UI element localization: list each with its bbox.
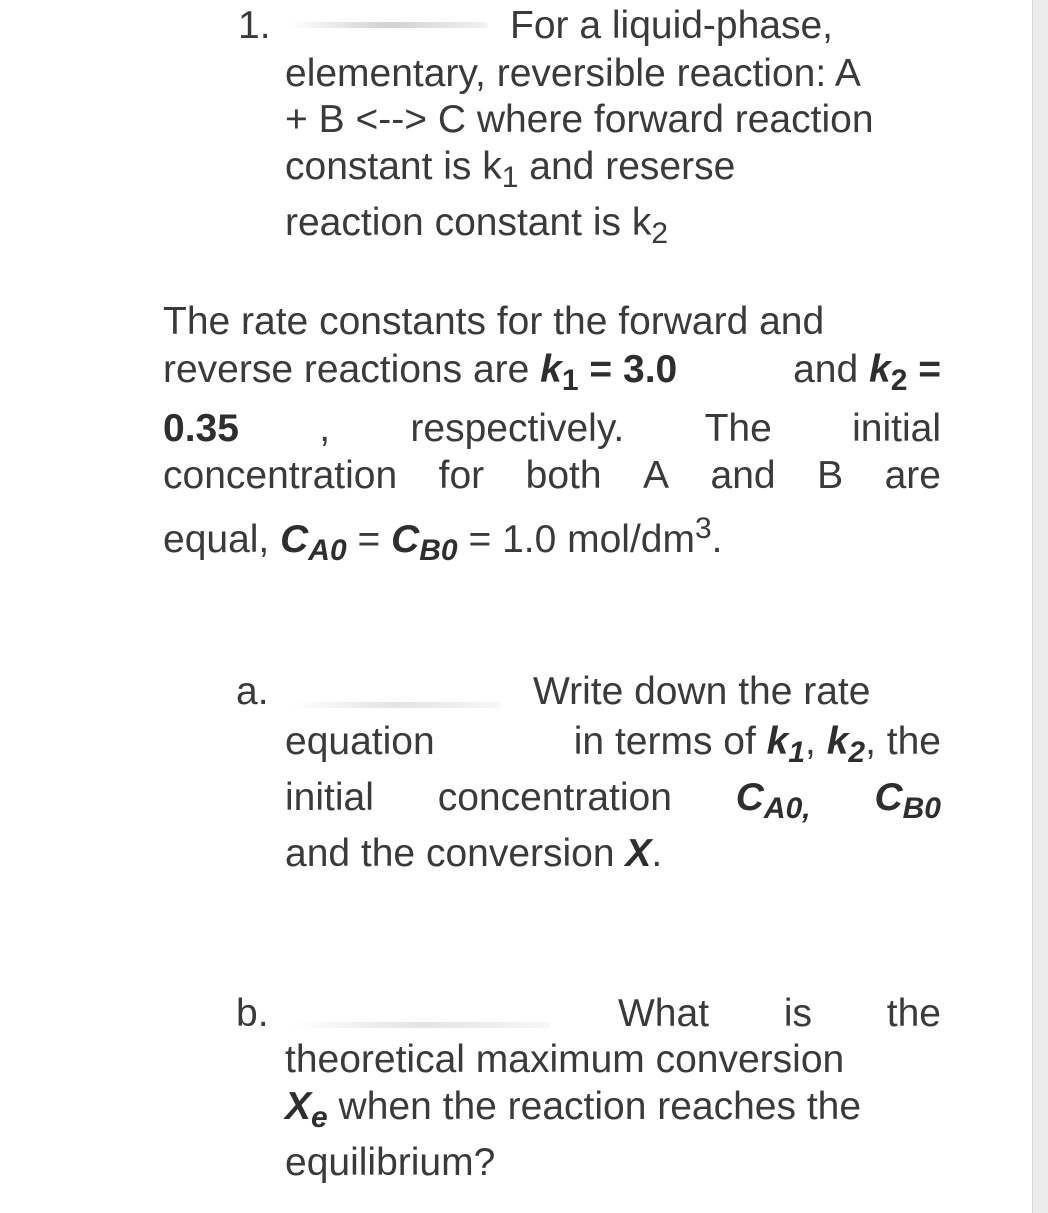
para-line-3 (163, 405, 941, 453)
subscript: e (311, 1101, 328, 1134)
q1-line-1 (510, 2, 833, 50)
part-a-text: and the conversion (285, 832, 626, 875)
ca0-symbol: C (280, 518, 309, 561)
part-a-segment (574, 718, 941, 769)
part-a-text: Write down the rate (533, 670, 871, 713)
part-b-line-1 (618, 990, 941, 1038)
part-a-label-text: a. (236, 670, 269, 713)
para-text: initial (852, 407, 941, 450)
superscript: 3 (694, 512, 712, 545)
para-text: are (884, 454, 941, 497)
subscript: 1 (788, 736, 806, 769)
equals-sign: = (346, 518, 392, 561)
redacted-mark (288, 22, 488, 28)
k2-symbol: k (826, 720, 849, 763)
subscript: 1 (501, 161, 519, 194)
question-number-text: 1. (238, 4, 271, 47)
part-a-line-4 (285, 830, 662, 878)
para-segment (163, 346, 677, 397)
subscript: B0 (419, 534, 458, 567)
part-a-text: concentration (437, 776, 672, 819)
part-a-line-2 (285, 718, 941, 769)
para-text: , (319, 407, 331, 450)
part-b-line-3 (285, 1083, 861, 1134)
para-line-5 (163, 512, 723, 567)
para-text: A (643, 454, 670, 497)
para-line-4 (163, 452, 941, 500)
subscript: 1 (561, 364, 579, 397)
k1-symbol: k (540, 348, 562, 391)
para-text: reverse reactions are (163, 348, 541, 391)
q1-text: + B <--> C where forward reaction (285, 98, 874, 141)
para-segment (793, 346, 941, 397)
k1-symbol: k (766, 720, 789, 763)
q1-line-2 (285, 50, 861, 98)
part-b-text: when the reaction reaches the (327, 1085, 862, 1128)
para-text: and (710, 454, 776, 497)
question-number (238, 2, 271, 50)
part-a-text: equation (285, 720, 435, 763)
part-b-line-2 (285, 1036, 844, 1084)
subscript: B0 (902, 792, 941, 825)
para-text: The (704, 407, 772, 450)
part-a-text: , (805, 720, 827, 763)
para-text: both (525, 454, 602, 497)
para-text: respectively. (410, 407, 625, 450)
cb0-symbol: C (391, 518, 420, 561)
part-a-line-1 (533, 668, 870, 716)
k2-symbol: k (868, 348, 891, 391)
part-b-text: theoretical maximum conversion (285, 1038, 845, 1081)
part-b-label-text: b. (236, 992, 269, 1035)
para-text: B (817, 454, 844, 497)
subscript: A0 (308, 534, 347, 567)
concentration-value: = 1.0 mol/dm (457, 518, 695, 561)
part-b-label (236, 990, 269, 1038)
equilibrium-conversion-symbol: X (285, 1085, 312, 1128)
part-a-line-3 (285, 774, 941, 825)
part-b-text: equilibrium? (285, 1141, 496, 1184)
q1-text: and reserse (518, 145, 736, 188)
k2-value: 0.35 (163, 407, 239, 450)
para-line-2 (163, 346, 941, 397)
subscript: 2 (890, 364, 908, 397)
subscript: A0, (763, 792, 811, 825)
conversion-symbol: X (625, 832, 652, 875)
part-a-text: in terms of (573, 720, 767, 763)
q1-line-4 (285, 143, 735, 194)
q1-text: constant is k (285, 145, 502, 188)
para-text: equal, (163, 518, 281, 561)
part-b-line-4 (285, 1139, 495, 1187)
para-text: for (438, 454, 485, 497)
redacted-mark (290, 1022, 550, 1028)
equals-sign: = (907, 348, 941, 391)
part-a-label (236, 668, 269, 716)
part-a-text: initial (285, 776, 374, 819)
subscript: 2 (848, 736, 866, 769)
para-text: concentration (163, 454, 398, 497)
subscript: 2 (651, 217, 669, 250)
q1-line-3 (285, 96, 874, 144)
q1-text: For a liquid-phase, (510, 4, 834, 47)
ca0-symbol: C (735, 776, 764, 819)
q1-text: reaction constant is k (285, 201, 652, 244)
part-a-text: , the (865, 720, 941, 763)
part-b-text: is (783, 992, 812, 1035)
part-b-text: What (618, 992, 710, 1035)
para-line-1 (163, 298, 824, 346)
para-text: The rate constants for the forward and (163, 300, 825, 343)
para-text: . (711, 518, 723, 561)
q1-text: elementary, reversible reaction: A (285, 52, 861, 95)
cb0-symbol: C (874, 776, 903, 819)
part-b-text: the (886, 992, 941, 1035)
k1-value: = 3.0 (578, 348, 678, 391)
part-a-text: . (651, 832, 663, 875)
scrollbar-track[interactable] (1032, 0, 1048, 1213)
q1-line-5 (285, 199, 668, 250)
redacted-mark (290, 702, 500, 708)
para-text: and (793, 348, 869, 391)
